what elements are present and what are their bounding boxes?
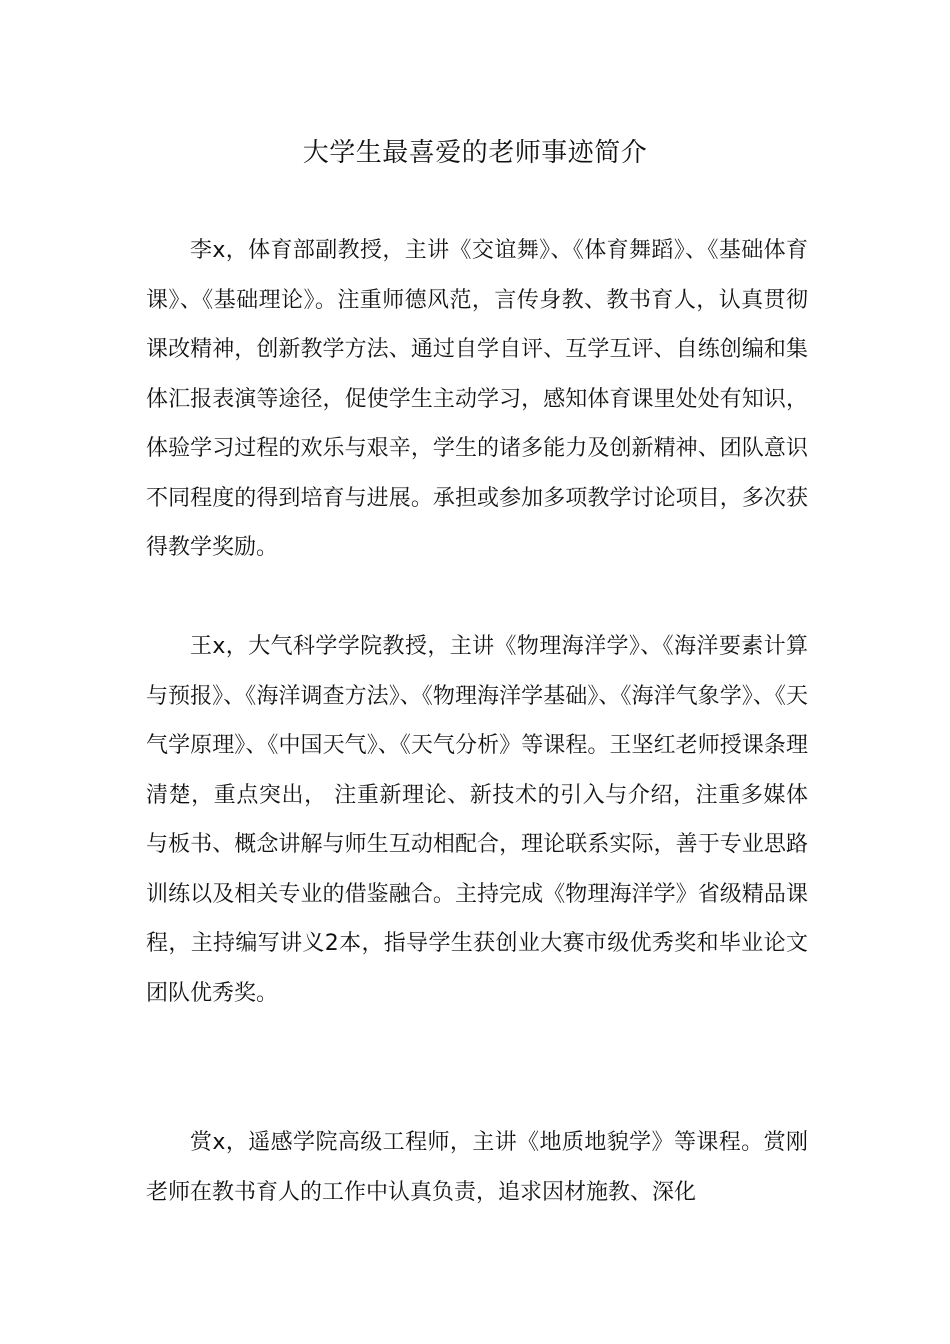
paragraph-li: 李x，体育部副教授，主讲《交谊舞》、《体育舞蹈》、《基础体育课》、《基础理论》。注重师德风范，言传身教、教书育人，认真贯彻课改精神，创新教学方法、通过自学自评、互学互评、自练创编和集体汇报表演等途径，促使学生主动学习，感知体育课里处处有知识，体验学习过程的欢乐与艰辛，学生的诸多能力及创新精神、团队意识不同程度的得到培育与进展。承担或参加多项教学讨论项目，多次获得教学奖励。 (146, 238, 808, 560)
paragraph-wang: 王x，大气科学学院教授，主讲《物理海洋学》、《海洋要素计算与预报》、《海洋调查方法》、《物理海洋学基础》、《海洋气象学》、《天气学原理》、《中国天气》、《天气分析》等课程。王坚红老师授课条理清楚，重点突出， 注重新理论、新技术的引入与介绍，注重多媒体与板书、概念讲解与师生互动相配合，理论联系实际，善于专业思路训练以及相关专业的借鉴融合。主持完成《物理海洋学》省级精品课程，主持编写讲义2本，指导学生获创业大赛市级优秀奖和毕业论文团队优秀奖。 (146, 634, 808, 1006)
document-title: 大学生最喜爱的老师事迹简介 (302, 138, 648, 168)
paragraph-shang: 赏x，遥感学院高级工程师，主讲《地质地貌学》等课程。赏刚老师在教书育人的工作中认真负责，追求因材施教、深化 (146, 1130, 808, 1205)
